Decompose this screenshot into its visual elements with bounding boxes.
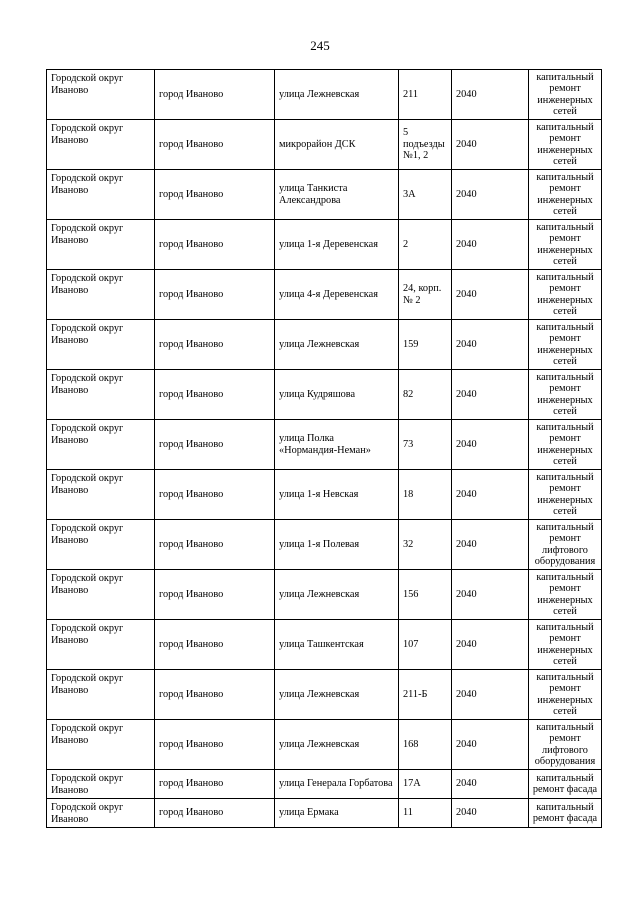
year-cell: 2040 bbox=[452, 70, 529, 120]
table-row bbox=[47, 470, 602, 520]
page-number: 245 bbox=[310, 38, 330, 53]
work-type-cell: капитальный ремонт инженерных сетей bbox=[529, 470, 602, 520]
year-cell: 2040 bbox=[452, 120, 529, 170]
settlement-cell: город Иваново bbox=[155, 520, 275, 570]
table-row bbox=[47, 270, 602, 320]
settlement-cell: город Иваново bbox=[155, 270, 275, 320]
municipality-cell: Городской округ Иваново bbox=[47, 370, 155, 420]
municipality-cell: Городской округ Иваново bbox=[47, 670, 155, 720]
table-row bbox=[47, 420, 602, 470]
house-number-cell: 18 bbox=[399, 470, 452, 520]
settlement-cell: город Иваново bbox=[155, 570, 275, 620]
table-row bbox=[47, 770, 602, 799]
municipality-cell: Городской округ Иваново bbox=[47, 470, 155, 520]
year-cell: 2040 bbox=[452, 670, 529, 720]
house-number-cell: 32 bbox=[399, 520, 452, 570]
year-cell: 2040 bbox=[452, 520, 529, 570]
municipality-cell: Городской округ Иваново bbox=[47, 620, 155, 670]
settlement-cell: город Иваново bbox=[155, 720, 275, 770]
municipality-cell: Городской округ Иваново bbox=[47, 270, 155, 320]
work-type-cell: капитальный ремонт инженерных сетей bbox=[529, 170, 602, 220]
year-cell: 2040 bbox=[452, 620, 529, 670]
street-cell: улица 4-я Деревенская bbox=[275, 270, 399, 320]
house-number-cell: 5 подъезды №1, 2 bbox=[399, 120, 452, 170]
settlement-cell: город Иваново bbox=[155, 320, 275, 370]
table-row bbox=[47, 620, 602, 670]
table-row bbox=[47, 720, 602, 770]
municipality-cell: Городской округ Иваново bbox=[47, 420, 155, 470]
house-number-cell: 17А bbox=[399, 770, 452, 799]
year-cell: 2040 bbox=[452, 720, 529, 770]
work-type-cell: капитальный ремонт инженерных сетей bbox=[529, 620, 602, 670]
work-type-cell: капитальный ремонт инженерных сетей bbox=[529, 370, 602, 420]
settlement-cell: город Иваново bbox=[155, 70, 275, 120]
settlement-cell: город Иваново bbox=[155, 470, 275, 520]
table-row bbox=[47, 520, 602, 570]
work-type-cell: капитальный ремонт инженерных сетей bbox=[529, 420, 602, 470]
work-type-cell: капитальный ремонт инженерных сетей bbox=[529, 670, 602, 720]
year-cell: 2040 bbox=[452, 320, 529, 370]
municipality-cell: Городской округ Иваново bbox=[47, 570, 155, 620]
table-row bbox=[47, 170, 602, 220]
house-number-cell: 2 bbox=[399, 220, 452, 270]
street-cell: улица 1-я Невская bbox=[275, 470, 399, 520]
house-number-cell: 24, корп. № 2 bbox=[399, 270, 452, 320]
settlement-cell: город Иваново bbox=[155, 799, 275, 828]
work-type-cell: капитальный ремонт фасада bbox=[529, 799, 602, 828]
year-cell: 2040 bbox=[452, 220, 529, 270]
table-row bbox=[47, 320, 602, 370]
settlement-cell: город Иваново bbox=[155, 120, 275, 170]
street-cell: улица Ташкентская bbox=[275, 620, 399, 670]
settlement-cell: город Иваново bbox=[155, 670, 275, 720]
house-number-cell: 211 bbox=[399, 70, 452, 120]
settlement-cell: город Иваново bbox=[155, 170, 275, 220]
table-row bbox=[47, 70, 602, 120]
settlement-cell: город Иваново bbox=[155, 220, 275, 270]
municipality-cell: Городской округ Иваново bbox=[47, 70, 155, 120]
house-number-cell: 168 bbox=[399, 720, 452, 770]
settlement-cell: город Иваново bbox=[155, 770, 275, 799]
work-type-cell: капитальный ремонт инженерных сетей bbox=[529, 220, 602, 270]
table-row bbox=[47, 799, 602, 828]
municipality-cell: Городской округ Иваново bbox=[47, 720, 155, 770]
street-cell: улица Полка «Нормандия-Неман» bbox=[275, 420, 399, 470]
table-row bbox=[47, 670, 602, 720]
work-type-cell: капитальный ремонт фасада bbox=[529, 770, 602, 799]
year-cell: 2040 bbox=[452, 570, 529, 620]
year-cell: 2040 bbox=[452, 799, 529, 828]
street-cell: улица Танкиста Александрова bbox=[275, 170, 399, 220]
table-row bbox=[47, 570, 602, 620]
municipality-cell: Городской округ Иваново bbox=[47, 799, 155, 828]
table-row bbox=[47, 220, 602, 270]
settlement-cell: город Иваново bbox=[155, 370, 275, 420]
work-type-cell: капитальный ремонт инженерных сетей bbox=[529, 570, 602, 620]
street-cell: улица Лежневская bbox=[275, 570, 399, 620]
municipality-cell: Городской округ Иваново bbox=[47, 220, 155, 270]
municipality-cell: Городской округ Иваново bbox=[47, 520, 155, 570]
housing-repair-table bbox=[46, 69, 602, 828]
street-cell: улица Лежневская bbox=[275, 720, 399, 770]
year-cell: 2040 bbox=[452, 170, 529, 220]
house-number-cell: 3А bbox=[399, 170, 452, 220]
year-cell: 2040 bbox=[452, 420, 529, 470]
house-number-cell: 11 bbox=[399, 799, 452, 828]
work-type-cell: капитальный ремонт инженерных сетей bbox=[529, 70, 602, 120]
house-number-cell: 82 bbox=[399, 370, 452, 420]
street-cell: улица 1-я Деревенская bbox=[275, 220, 399, 270]
table-row bbox=[47, 370, 602, 420]
street-cell: улица 1-я Полевая bbox=[275, 520, 399, 570]
house-number-cell: 156 bbox=[399, 570, 452, 620]
year-cell: 2040 bbox=[452, 370, 529, 420]
municipality-cell: Городской округ Иваново bbox=[47, 120, 155, 170]
work-type-cell: капитальный ремонт инженерных сетей bbox=[529, 270, 602, 320]
street-cell: микрорайон ДСК bbox=[275, 120, 399, 170]
street-cell: улица Ермака bbox=[275, 799, 399, 828]
work-type-cell: капитальный ремонт инженерных сетей bbox=[529, 320, 602, 370]
municipality-cell: Городской округ Иваново bbox=[47, 170, 155, 220]
work-type-cell: капитальный ремонт лифтового оборудования bbox=[529, 520, 602, 570]
table-row bbox=[47, 120, 602, 170]
work-type-cell: капитальный ремонт лифтового оборудования bbox=[529, 720, 602, 770]
house-number-cell: 73 bbox=[399, 420, 452, 470]
year-cell: 2040 bbox=[452, 770, 529, 799]
street-cell: улица Генерала Горбатова bbox=[275, 770, 399, 799]
municipality-cell: Городской округ Иваново bbox=[47, 320, 155, 370]
street-cell: улица Лежневская bbox=[275, 320, 399, 370]
year-cell: 2040 bbox=[452, 270, 529, 320]
settlement-cell: город Иваново bbox=[155, 620, 275, 670]
work-type-cell: капитальный ремонт инженерных сетей bbox=[529, 120, 602, 170]
municipality-cell: Городской округ Иваново bbox=[47, 770, 155, 799]
house-number-cell: 159 bbox=[399, 320, 452, 370]
street-cell: улица Лежневская bbox=[275, 70, 399, 120]
street-cell: улица Кудряшова bbox=[275, 370, 399, 420]
house-number-cell: 107 bbox=[399, 620, 452, 670]
street-cell: улица Лежневская bbox=[275, 670, 399, 720]
house-number-cell: 211-Б bbox=[399, 670, 452, 720]
settlement-cell: город Иваново bbox=[155, 420, 275, 470]
year-cell: 2040 bbox=[452, 470, 529, 520]
